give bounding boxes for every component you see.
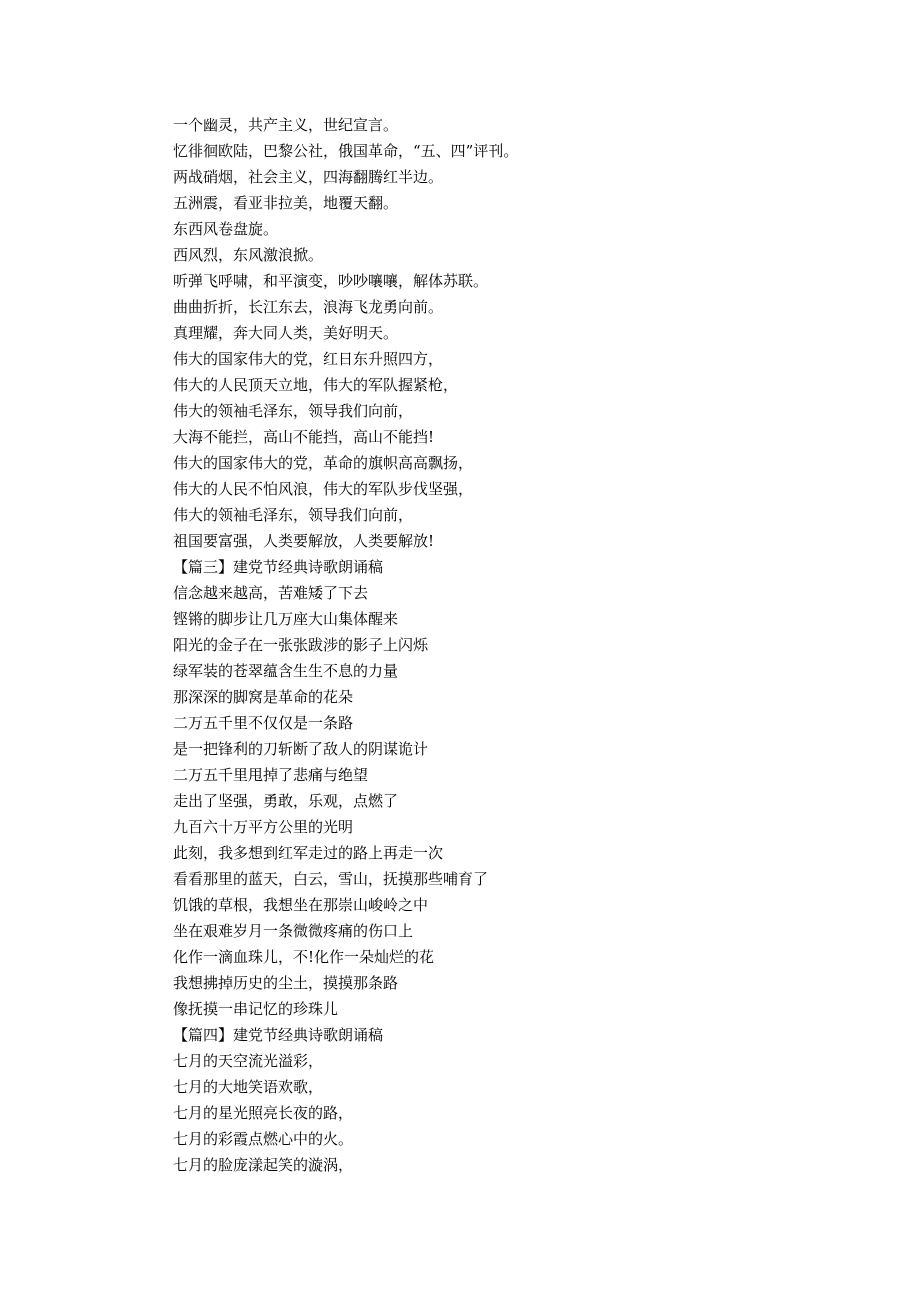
text-line: 九百六十万平方公里的光明 xyxy=(173,818,354,836)
text-line: 听弹飞呼啸，和平演变，吵吵嚷嚷，解体苏联。 xyxy=(173,272,489,290)
text-line: 七月的星光照亮长夜的路， xyxy=(173,1104,354,1122)
text-line: 大海不能拦，高山不能挡，高山不能挡! xyxy=(173,428,435,446)
section-heading: 【篇四】建党节经典诗歌朗诵稿 xyxy=(173,1026,384,1044)
text-line: 绿军装的苍翠蕴含生生不息的力量 xyxy=(173,662,399,680)
text-line: 饥饿的草根，我想坐在那崇山峻岭之中 xyxy=(173,896,429,914)
text-line: 那深深的脚窝是革命的花朵 xyxy=(173,688,354,706)
text-line: 走出了坚强，勇敢，乐观，点燃了 xyxy=(173,792,399,810)
text-line: 化作一滴血珠儿，不!化作一朵灿烂的花 xyxy=(173,948,435,966)
text-line: 五洲震，看亚非拉美，地覆天翻。 xyxy=(173,194,399,212)
text-line: 伟大的领袖毛泽东，领导我们向前， xyxy=(173,506,414,524)
text-line: 伟大的国家伟大的党，红日东升照四方， xyxy=(173,350,444,368)
text-line: 看看那里的蓝天，白云，雪山，抚摸那些哺育了 xyxy=(173,870,489,888)
poem-text xyxy=(173,112,873,1178)
text-line: 坐在艰难岁月一条微微疼痛的伤口上 xyxy=(173,922,414,940)
text-line: 祖国要富强，人类要解放，人类要解放! xyxy=(173,532,435,550)
text-line: 七月的天空流光溢彩， xyxy=(173,1052,324,1070)
text-line: 此刻，我多想到红军走过的路上再走一次 xyxy=(173,844,444,862)
text-line: 伟大的领袖毛泽东，领导我们向前， xyxy=(173,402,414,420)
text-line: 七月的彩霞点燃心中的火。 xyxy=(173,1130,354,1148)
section-heading: 【篇三】建党节经典诗歌朗诵稿 xyxy=(173,558,384,576)
text-line: 阳光的金子在一张张跋涉的影子上闪烁 xyxy=(173,636,429,654)
text-line: 西风烈，东风激浪掀。 xyxy=(173,246,324,264)
text-line: 伟大的人民顶天立地，伟大的军队握紧枪， xyxy=(173,376,459,394)
text-line: 铿锵的脚步让几万座大山集体醒来 xyxy=(173,610,399,628)
text-line: 二万五千里不仅仅是一条路 xyxy=(173,714,354,732)
text-line: 像抚摸一串记忆的珍珠儿 xyxy=(173,1000,339,1018)
text-line: 是一把锋利的刀斩断了敌人的阴谋诡计 xyxy=(173,740,429,758)
text-line: 七月的脸庞漾起笑的漩涡， xyxy=(173,1156,354,1174)
text-line: 伟大的人民不怕风浪，伟大的军队步伐坚强， xyxy=(173,480,474,498)
text-line: 信念越来越高，苦难矮了下去 xyxy=(173,584,369,602)
text-line: 伟大的国家伟大的党，革命的旗帜高高飘扬， xyxy=(173,454,474,472)
text-line: 七月的大地笑语欢歌， xyxy=(173,1078,324,1096)
text-line: 一个幽灵，共产主义，世纪宣言。 xyxy=(173,116,399,134)
text-line: 我想拂掉历史的尘土，摸摸那条路 xyxy=(173,974,399,992)
text-line: 忆徘徊欧陆，巴黎公社，俄国革命，“五、四”评刊。 xyxy=(173,142,519,160)
text-line: 两战硝烟，社会主义，四海翻腾红半边。 xyxy=(173,168,444,186)
text-line: 二万五千里甩掉了悲痛与绝望 xyxy=(173,766,369,784)
text-line: 曲曲折折，长江东去，浪海飞龙勇向前。 xyxy=(173,298,444,316)
text-line: 东西风卷盘旋。 xyxy=(173,220,279,238)
text-line: 真理耀，奔大同人类，美好明天。 xyxy=(173,324,399,342)
